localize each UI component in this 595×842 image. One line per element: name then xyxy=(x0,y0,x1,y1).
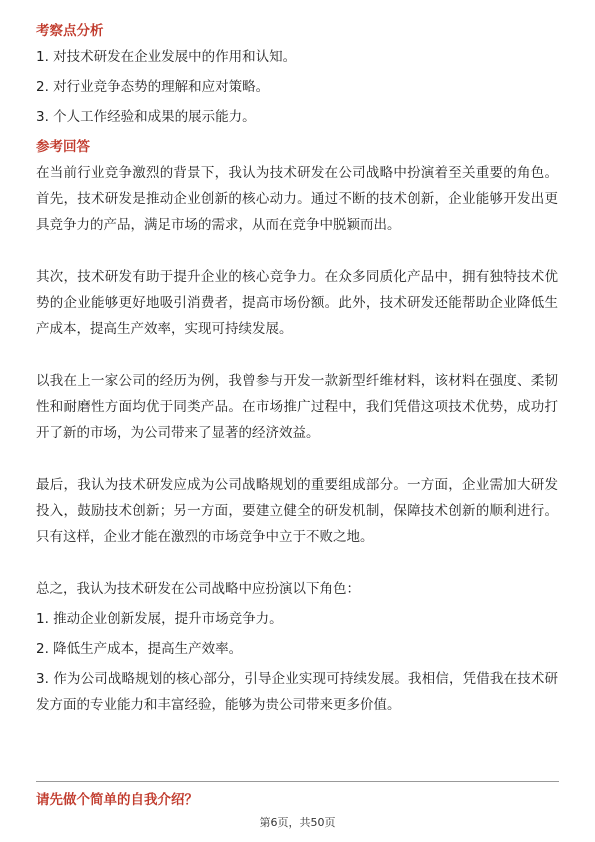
answer-paragraph-3: 以我在上一家公司的经历为例，我曾参与开发一款新型纤维材料，该材料在强度、柔韧性和耐磨性方面均优于同类产品。在市场推广过程中，我们凭借这项技术优势，成功打开了新的市场，为公司带来了显著的经济效益。 xyxy=(36,373,558,441)
analysis-item-1: 1. 对技术研发在企业发展中的作用和认知。 xyxy=(36,49,297,65)
summary-item-3: 3. 作为公司战略规划的核心部分，引导企业实现可持续发展。我相信，凭借我在技术研发方面的专业能力和丰富经验，能够为贵公司带来更多价值。 xyxy=(36,671,558,713)
next-question-heading: 请先做个简单的自我介绍？ xyxy=(36,792,198,808)
answer-heading: 参考回答 xyxy=(36,139,90,155)
summary-item-2: 2. 降低生产成本，提高生产效率。 xyxy=(36,641,243,657)
summary-item-1: 1. 推动企业创新发展，提升市场竞争力。 xyxy=(36,611,283,627)
answer-paragraph-1: 在当前行业竞争激烈的背景下，我认为技术研发在公司战略中扮演着至关重要的角色。首先，技术研发是推动企业创新的核心动力。通过不断的技术创新，企业能够开发出更具竞争力的产品，满足市场的需求，从而在竞争中脱颖而出。 xyxy=(36,165,558,233)
section-divider xyxy=(36,781,559,782)
document-body xyxy=(36,18,558,722)
answer-paragraph-2: 其次，技术研发有助于提升企业的核心竞争力。在众多同质化产品中，拥有独特技术优势的企业能够更好地吸引消费者，提高市场份额。此外，技术研发还能帮助企业降低生产成本，提高生产效率，实现可持续发展。 xyxy=(36,269,558,337)
analysis-item-3: 3. 个人工作经验和成果的展示能力。 xyxy=(36,109,256,125)
summary-intro: 总之，我认为技术研发在公司战略中应扮演以下角色： xyxy=(36,581,360,597)
page-number: 第6页，共50页 xyxy=(259,816,336,829)
analysis-heading: 考察点分析 xyxy=(36,23,104,39)
analysis-item-2: 2. 对行业竞争态势的理解和应对策略。 xyxy=(36,79,270,95)
answer-paragraph-4: 最后，我认为技术研发应成为公司战略规划的重要组成部分。一方面，企业需加大研发投入，鼓励技术创新；另一方面，要建立健全的研发机制，保障技术创新的顺利进行。只有这样，企业才能在激烈的市场竞争中立于不败之地。 xyxy=(36,477,558,545)
